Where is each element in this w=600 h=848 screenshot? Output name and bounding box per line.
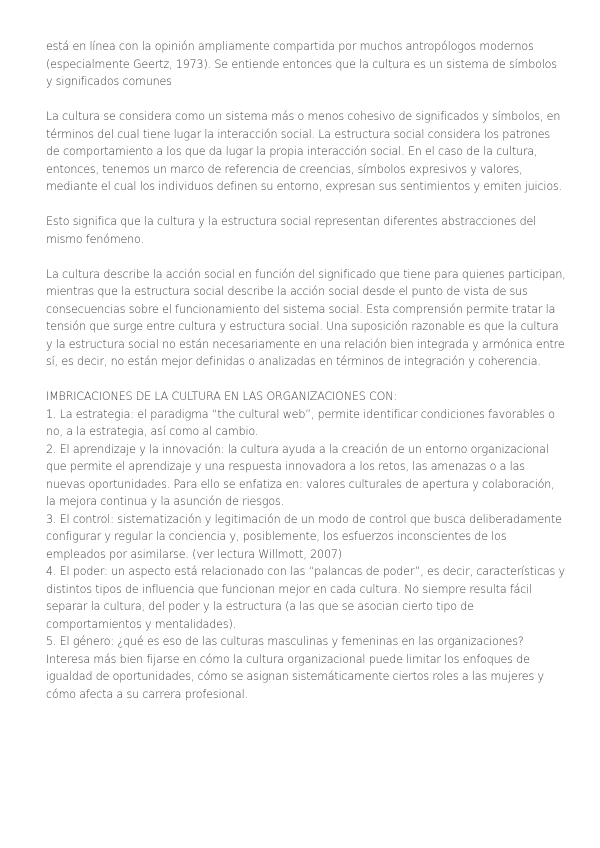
list-item-gender: 5. El género: ¿qué es eso de las culturas masculinas y femeninas en las organizaciones? Interesa más bien fijarse en cómo la cultura organizacional puede limitar los enfoques de igualdad de oportunidades, cómo se asignan sistemáticamente ciertos roles a las mujeres y cómo afecta a su carrera profesional. xyxy=(46,635,544,701)
list-item-strategy: 1. La estrategia: el paradigma “the cultural web”, permite identificar condiciones favorables o no, a la estrategia, así como al cambio. xyxy=(46,407,555,438)
list-item-power: 4. El poder: un aspecto está relacionado con las “palancas de poder”, es decir, características y distintos tipos de influencia que funcionan mejor en cada cultura. No siempre resulta fácil separar la cultura, del poder y la estructura (a las que se asocian cierto tipo de comportamientos y mentalidades). xyxy=(46,565,565,631)
list-item-learning: 2. El aprendizaje y la innovación: la cultura ayuda a la creación de un entorno organizacional que permite el aprendizaje y una respuesta innovadora a los retos, las amenazas o a las nuevas oportunidades. Para ello se enfatiza en: valores culturales de apertura y colaboración, la mejora continua y la asunción de riesgos. xyxy=(46,442,555,508)
paragraph-culture-system: La cultura se considera como un sistema más o menos cohesivo de significados y símbolos, en términos del cual tiene lugar la interacción social. La estructura social considera los patrones de comportamiento a los que da lugar la propia interacción social. En el caso de la cultura, entonces, tenemos un marco de referencia de creencias, símbolos expresivos y valores, mediante el cual los individuos definen su entorno, expresan sus sentimientos y emiten juicios. xyxy=(46,110,562,193)
document-page xyxy=(46,38,566,703)
paragraph-social-action: La cultura describe la acción social en función del significado que tiene para quienes participan, mientras que la estructura social describe la acción social desde el punto de vista de sus consecuencias sobre el funcionamiento del sistema social. Esta comprensión permite tratar la tensión que surge entre cultura y estructura social. Una suposición razonable es que la cultura y la estructura social no están necesariamente en una relación bien integrada y armónica entre sí, es decir, no están mejor definidas o analizadas en términos de integración y coherencia. xyxy=(46,267,566,368)
imbrications-list xyxy=(46,388,566,703)
paragraph-geertz: está en línea con la opinión ampliamente compartida por muchos antropólogos modernos (especialmente Geertz, 1973). Se entiende entonces que la cultura es un sistema de símbolos y significados comunes xyxy=(46,40,557,88)
list-heading: IMBRICACIONES DE LA CULTURA EN LAS ORGANIZACIONES CON: xyxy=(46,390,397,403)
list-item-control: 3. El control: sistematización y legitimación de un modo de control que busca deliberadamente configurar y regular la conciencia y, posiblemente, los esfuerzos inconscientes de los empleados por asimilarse. (ver lectura Willmott, 2007) xyxy=(46,512,562,561)
paragraph-abstractions: Esto significa que la cultura y la estructura social representan diferentes abstracciones del mismo fenómeno. xyxy=(46,215,537,246)
